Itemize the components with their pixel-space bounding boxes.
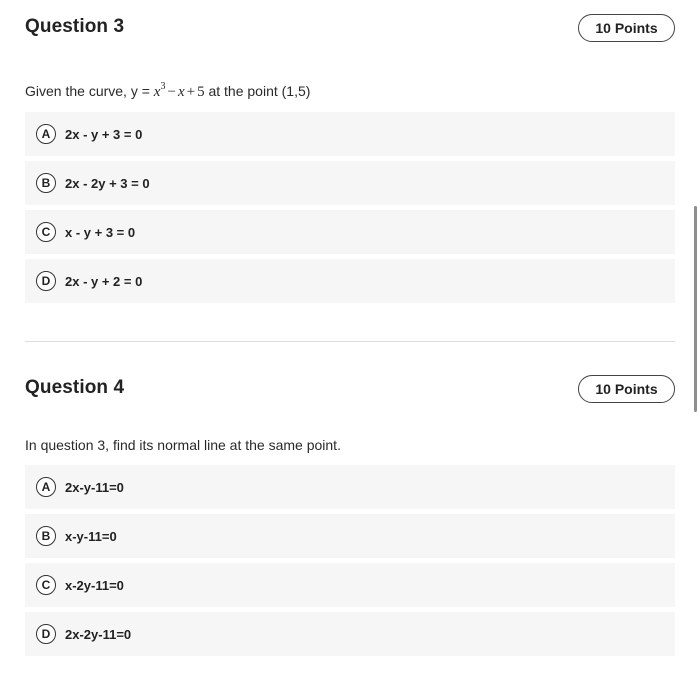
question-divider (25, 341, 675, 342)
option-c[interactable] (25, 210, 675, 254)
option-label: 2x - 2y + 3 = 0 (65, 175, 150, 191)
option-label: x-y-11=0 (65, 528, 117, 544)
math-var: x (153, 84, 161, 100)
option-letter-badge: D (36, 624, 56, 644)
points-badge: 10 Points (578, 375, 675, 403)
option-label: x - y + 3 = 0 (65, 224, 136, 240)
option-b[interactable] (25, 514, 675, 558)
option-label: 2x-2y-11=0 (65, 626, 132, 642)
question-3 (25, 14, 675, 308)
option-letter-badge: D (36, 271, 56, 291)
option-letter-badge: C (36, 575, 56, 595)
question-prompt: In question 3, find its normal line at the same point. (25, 437, 341, 453)
option-b[interactable] (25, 161, 675, 205)
option-a[interactable] (25, 465, 675, 509)
math-operator: + (186, 84, 196, 100)
question-header (25, 375, 675, 405)
math-operator: − (167, 84, 176, 100)
answer-options (25, 465, 675, 656)
option-letter-badge: B (36, 173, 56, 193)
prompt-text-start: Given the curve, y = (25, 83, 154, 99)
question-4 (25, 375, 675, 661)
option-letter-badge: C (36, 222, 56, 242)
option-a[interactable] (25, 112, 675, 156)
math-var: x (177, 84, 185, 100)
option-label: x-2y-11=0 (65, 577, 124, 593)
points-badge: 10 Points (578, 14, 675, 42)
answer-options (25, 112, 675, 303)
scrollbar-thumb[interactable] (694, 206, 697, 412)
option-d[interactable] (25, 612, 675, 656)
option-letter-badge: A (36, 124, 56, 144)
question-prompt (25, 77, 675, 99)
curve-equation (153, 81, 205, 100)
prompt-text-end: at the point (1,5) (204, 83, 311, 99)
math-constant: 5 (197, 84, 205, 100)
question-title: Question 3 (25, 16, 125, 37)
option-letter-badge: A (36, 477, 56, 497)
question-title: Question 4 (25, 377, 125, 398)
option-letter-badge: B (36, 526, 56, 546)
option-label: 2x - y + 3 = 0 (65, 126, 143, 142)
math-exponent: 3 (160, 81, 166, 92)
option-label: 2x - y + 2 = 0 (65, 273, 143, 289)
option-d[interactable] (25, 259, 675, 303)
option-c[interactable] (25, 563, 675, 607)
question-header (25, 14, 675, 44)
option-label: 2x-y-11=0 (65, 479, 124, 495)
